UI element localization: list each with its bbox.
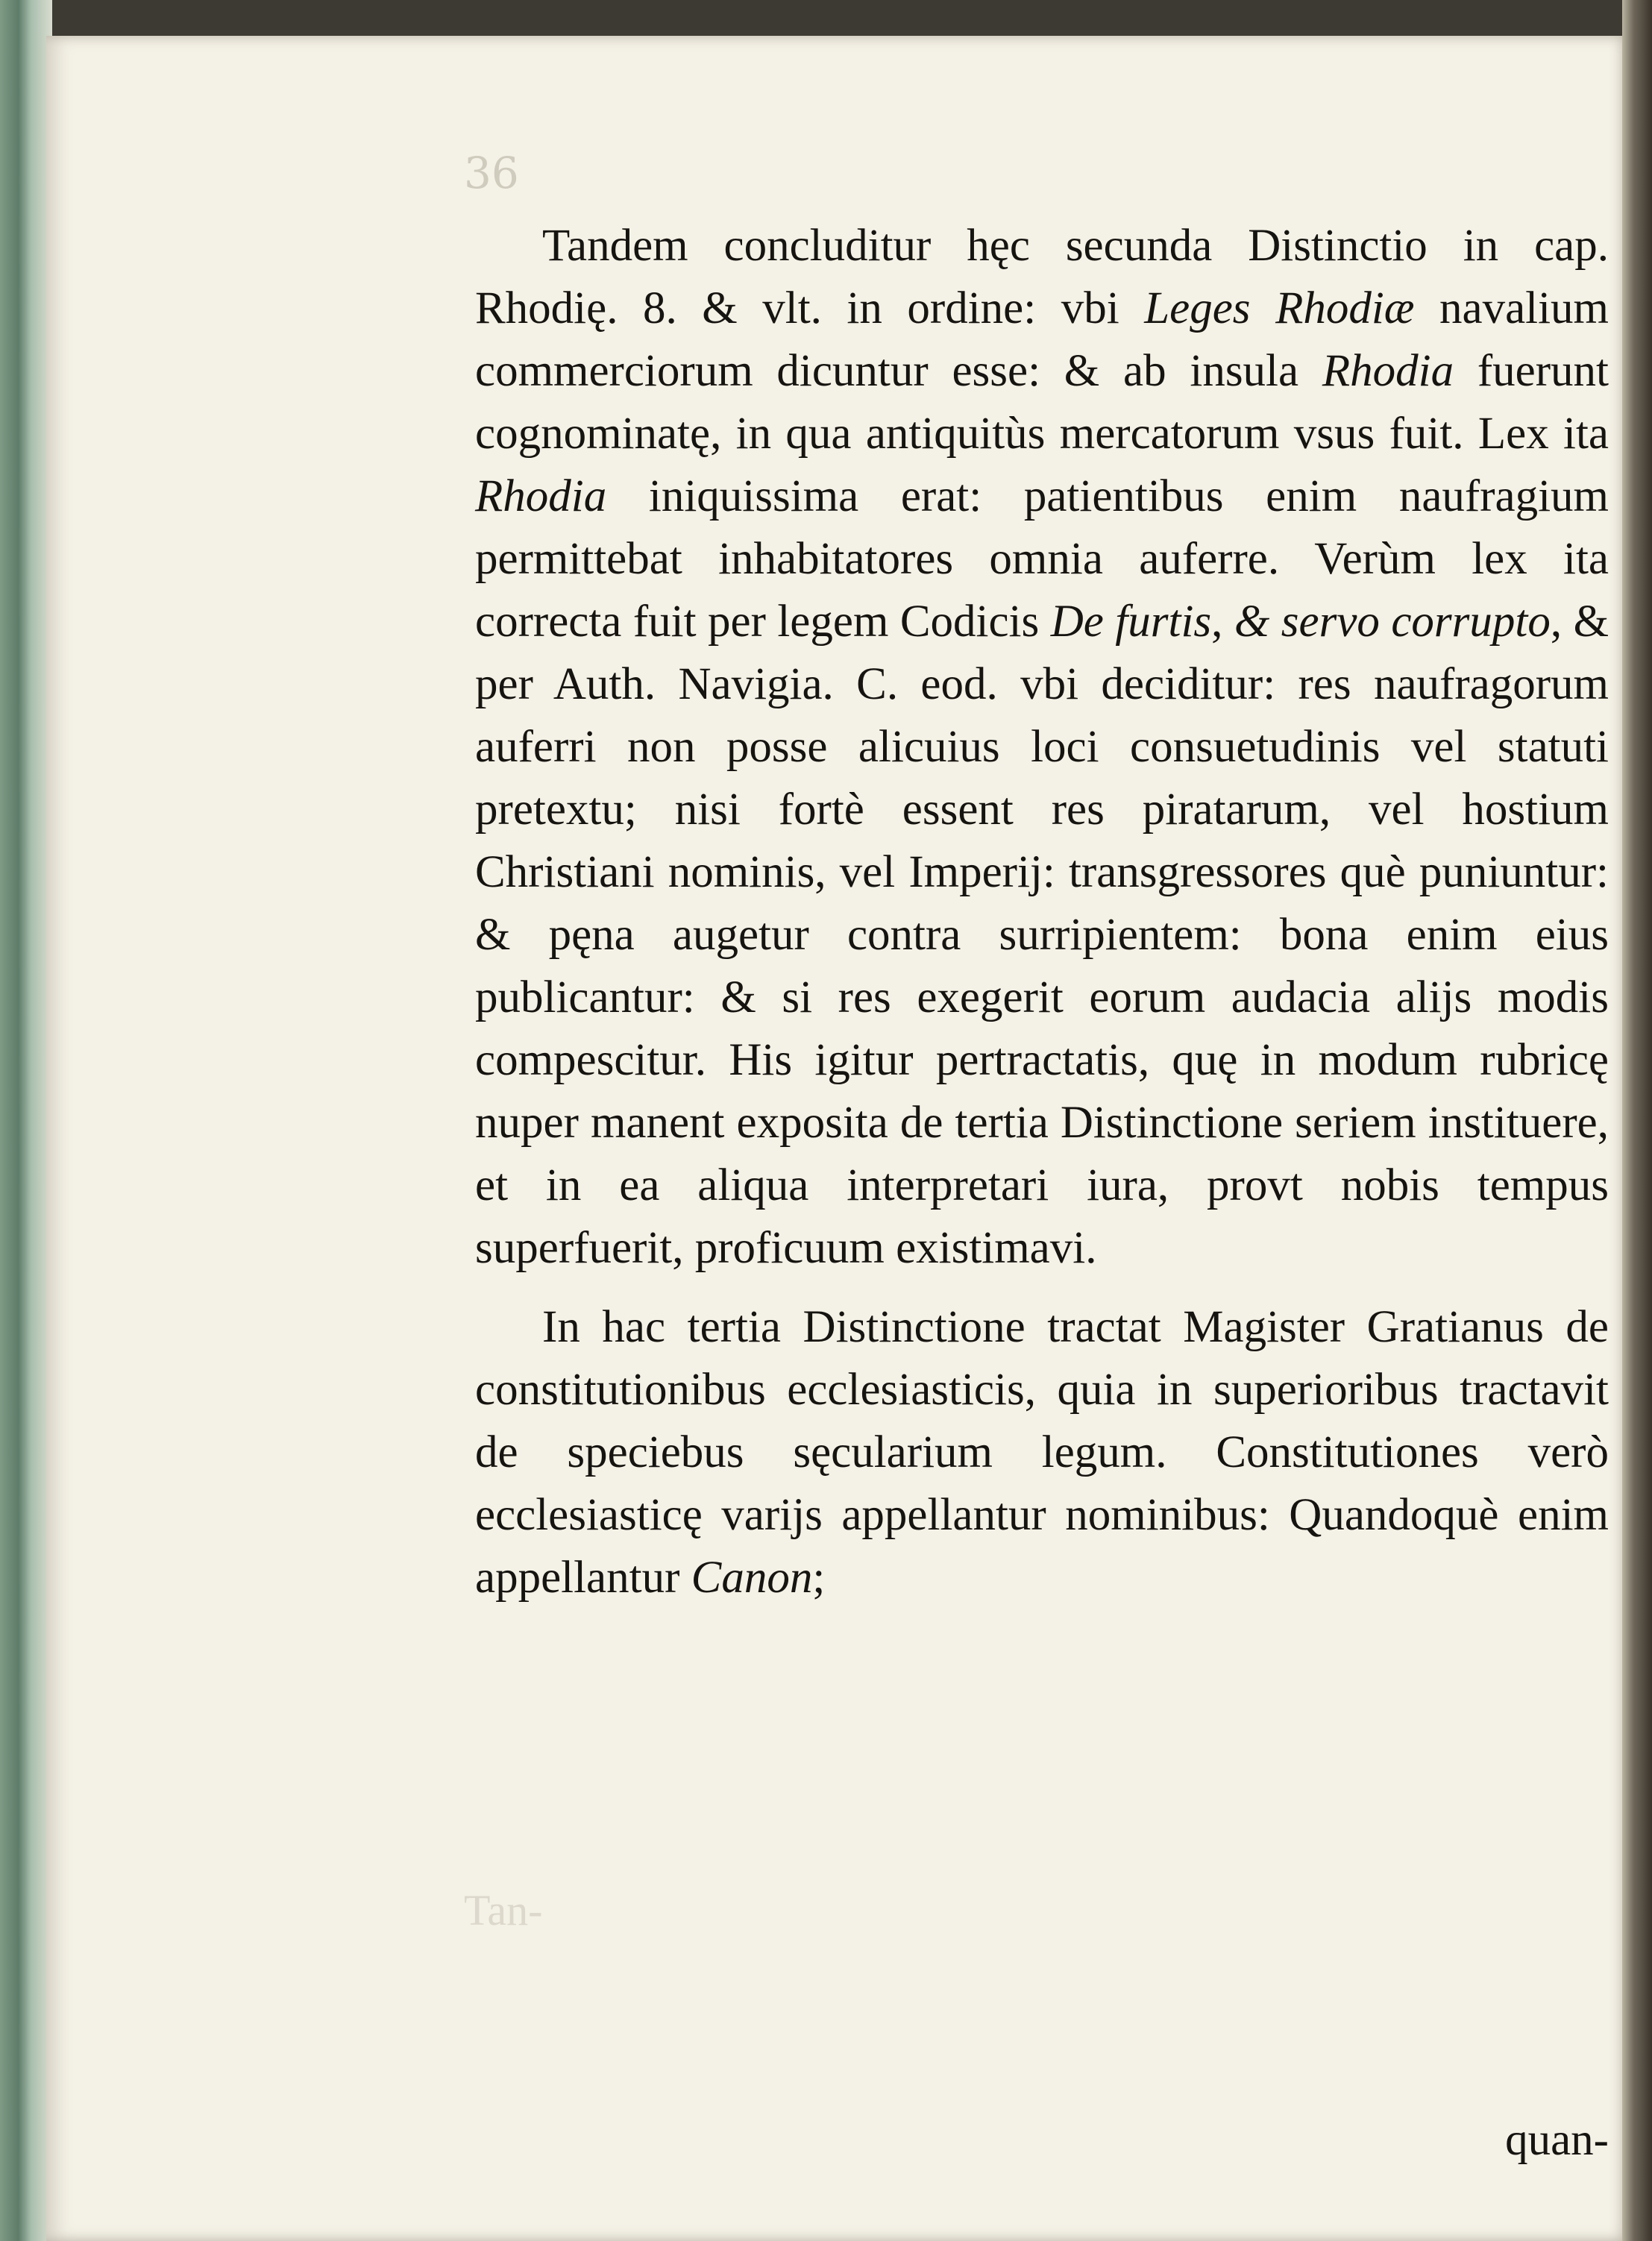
p1-italic-4: De furtis bbox=[1050, 597, 1212, 647]
p1-text-d: iniquissima erat: patientibus enim naufragium permittebat inhabitatores omnia auferre. Verùm lex ita correcta fuit per legem Codicis bbox=[475, 471, 1609, 647]
paper-page bbox=[46, 36, 1626, 2241]
p2-text-a: In hac tertia Distinctione tractat Magister Gratianus de constitutionibus ecclesiasticis, quia in superioribus tractavit de speciebus sęcularium legum. Constitutiones verò ecclesiasticę varijs appellantur nominibus: Quandoquè enim appellantur bbox=[475, 1302, 1609, 1603]
p1-text-f: , & per Auth. Navigia. C. eod. vbi deciditur: res naufragorum auferri non posse alicuius loci consuetudinis vel statuti pretextu; nisi fortè essent res piratarum, vel hostium Christiani nominis, vel Imperij: transgressores què puniuntur: & pęna augetur contra surripientem: bona enim eius publicantur: & si res exegerit eorum audacia alijs modis compescitur. His igitur pertractatis, quę in modum rubricę nuper manent exposita de tertia Distinctione seriem instituere, et in ea aliqua interpretari iura, provt nobis tempus superfuerit, proficuum existimavi. bbox=[475, 597, 1609, 1273]
book-edge-left bbox=[0, 0, 52, 2241]
p1-text-e: , bbox=[1211, 597, 1234, 647]
p2-text-b: ; bbox=[812, 1553, 826, 1603]
page-number: 36 bbox=[464, 148, 519, 198]
paragraph-1 bbox=[475, 215, 1609, 1280]
catchword: quan- bbox=[1505, 2115, 1609, 2165]
p1-text-a: Tandem concluditur hęc secunda Distinctio in cap. Rhodię. 8. & vlt. in ordine: vbi bbox=[475, 221, 1609, 333]
p1-italic-1: Leges Rhodiæ bbox=[1144, 283, 1415, 333]
main-text-block bbox=[475, 215, 1609, 2165]
paragraph-2 bbox=[475, 1296, 1609, 1609]
p1-text-b: navalium commerciorum dicuntur esse: & ab insula bbox=[475, 283, 1609, 396]
bleed-through-text: Tan- bbox=[464, 1886, 543, 1934]
p1-text-c: fuerunt cognominatę, in qua antiquitùs mercatorum vsus fuit. Lex ita bbox=[475, 346, 1609, 459]
p1-italic-2: Rhodia bbox=[1322, 346, 1454, 396]
p2-italic-1: Canon bbox=[691, 1553, 813, 1603]
p1-italic-5: & servo corrupto bbox=[1234, 597, 1551, 647]
book-edge-right bbox=[1622, 0, 1652, 2241]
p1-italic-3: Rhodia bbox=[475, 471, 607, 521]
